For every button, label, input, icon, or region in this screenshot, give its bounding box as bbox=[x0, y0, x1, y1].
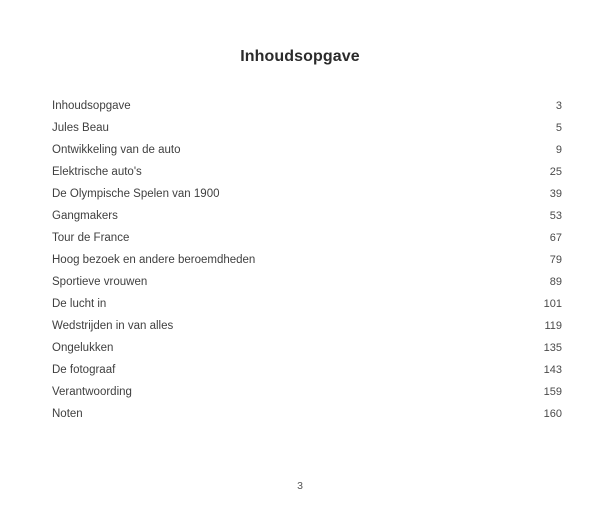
toc-entry[interactable] bbox=[52, 117, 562, 139]
toc-entry-page-number: 101 bbox=[543, 298, 562, 310]
toc-entry-page-number: 5 bbox=[555, 122, 562, 134]
toc-entry[interactable] bbox=[52, 95, 562, 117]
toc-entry-page-number: 53 bbox=[549, 210, 562, 222]
toc-entry-label: De Olympische Spelen van 1900 bbox=[52, 188, 220, 200]
toc-entry-label: Verantwoording bbox=[52, 386, 132, 398]
toc-entry-label: Noten bbox=[52, 408, 83, 420]
toc-entry[interactable] bbox=[52, 249, 562, 271]
toc-entry-page-number: 119 bbox=[544, 320, 562, 332]
toc-entry-label: Inhoudsopgave bbox=[52, 100, 131, 112]
toc-entry[interactable] bbox=[52, 293, 562, 315]
toc-entry-label: Jules Beau bbox=[52, 122, 109, 134]
table-of-contents-list bbox=[52, 95, 562, 425]
toc-entry[interactable] bbox=[52, 381, 562, 403]
toc-entry[interactable] bbox=[52, 315, 562, 337]
toc-entry-label: Elektrische auto's bbox=[52, 166, 142, 178]
toc-entry[interactable] bbox=[52, 271, 562, 293]
toc-entry-label: Wedstrijden in van alles bbox=[52, 320, 174, 332]
toc-entry[interactable] bbox=[52, 359, 562, 381]
toc-entry-label: Sportieve vrouwen bbox=[52, 276, 148, 288]
toc-entry-label: Tour de France bbox=[52, 232, 130, 244]
toc-entry-page-number: 159 bbox=[543, 386, 562, 398]
page-folio-number: 3 bbox=[297, 480, 303, 492]
toc-entry-page-number: 3 bbox=[555, 100, 562, 112]
toc-entry-label: Gangmakers bbox=[52, 210, 118, 222]
toc-entry-page-number: 25 bbox=[549, 166, 562, 178]
toc-entry-page-number: 143 bbox=[543, 364, 562, 376]
toc-entry[interactable] bbox=[52, 403, 562, 425]
toc-entry[interactable] bbox=[52, 161, 562, 183]
toc-entry-label: De fotograaf bbox=[52, 364, 116, 376]
toc-entry-label: Hoog bezoek en andere beroemdheden bbox=[52, 254, 256, 266]
toc-entry-label: Ongelukken bbox=[52, 342, 114, 354]
toc-entry[interactable] bbox=[52, 205, 562, 227]
toc-entry-page-number: 89 bbox=[549, 276, 562, 288]
toc-entry-page-number: 79 bbox=[549, 254, 562, 266]
toc-entry[interactable] bbox=[52, 337, 562, 359]
toc-entry[interactable] bbox=[52, 183, 562, 205]
toc-entry-page-number: 9 bbox=[555, 144, 562, 156]
toc-entry[interactable] bbox=[52, 227, 562, 249]
toc-entry-page-number: 67 bbox=[549, 232, 562, 244]
toc-entry[interactable] bbox=[52, 139, 562, 161]
toc-entry-page-number: 160 bbox=[543, 408, 562, 420]
page-title: Inhoudsopgave bbox=[240, 48, 360, 65]
toc-entry-label: De lucht in bbox=[52, 298, 107, 310]
toc-entry-page-number: 39 bbox=[549, 188, 562, 200]
toc-entry-page-number: 135 bbox=[543, 342, 562, 354]
toc-entry-label: Ontwikkeling van de auto bbox=[52, 144, 181, 156]
